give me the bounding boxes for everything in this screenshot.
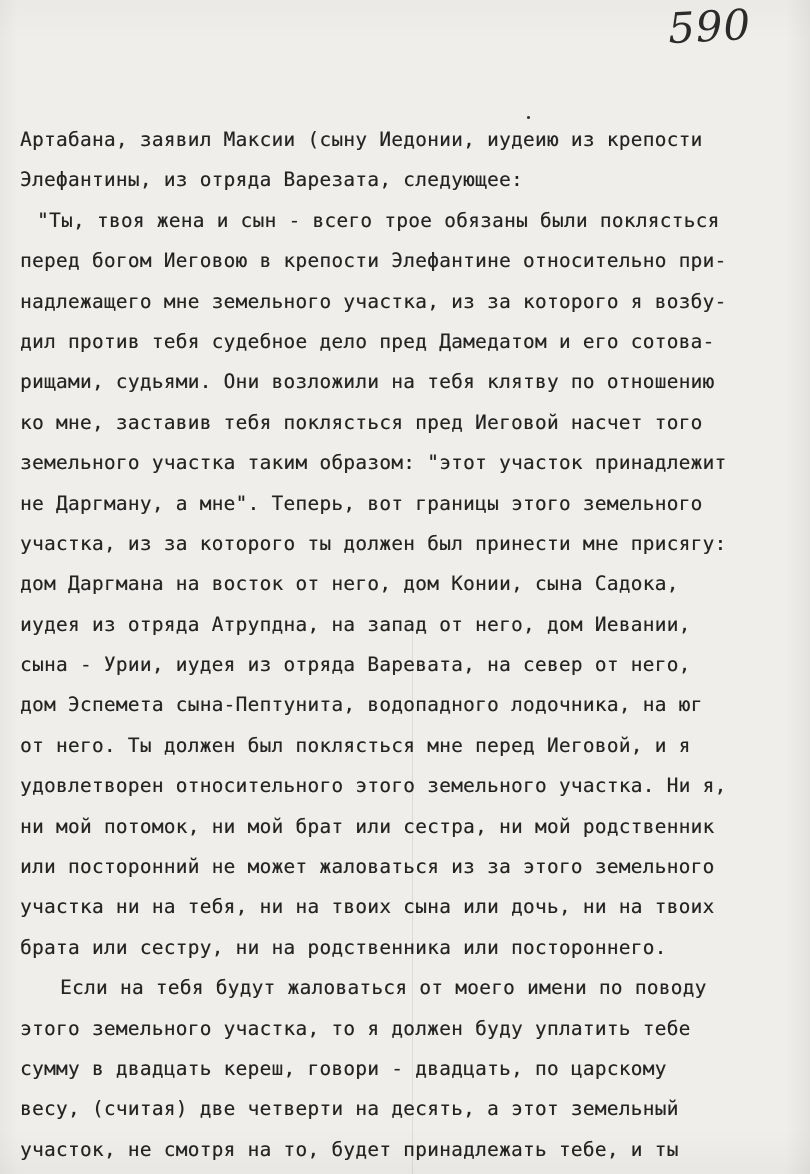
text-line: участок, не смотря на то, будет принадлежать тебе, и ты [20, 1137, 679, 1161]
text-line: сумму в двадцать кереш, говори - двадцать, по царскому [20, 1056, 667, 1080]
handwritten-page-number: 590 [666, 0, 753, 54]
text-line: этого земельного участка, то я должен буду уплатить тебе [20, 1016, 691, 1040]
text-line: земельного участка таким образом: "этот участок принадлежит [20, 451, 727, 475]
text-line: или посторонний не может жаловаться из за этого земельного [20, 855, 715, 879]
text-line: от него. Ты должен был поклясться мне перед Иеговой, и я [20, 733, 691, 757]
text-line: иудея из отряда Атрупдна, на запад от него, дом Иевании, [20, 612, 691, 636]
ink-dot [527, 116, 530, 119]
text-line: весу, (считая) две четверти на десять, а этот земельный [20, 1097, 679, 1121]
text-line: ни мой потомок, ни мой брат или сестра, ни мой родственник [20, 814, 715, 838]
text-line: участка ни на тебя, ни на твоих сына или дочь, ни на твоих [20, 895, 715, 919]
text-line: рищами, судьями. Они возложили на тебя клятву по отношению [20, 370, 715, 394]
text-line: Элефантины, из отряда Варезата, следующее: [20, 168, 523, 192]
text-line: перед богом Иеговою в крепости Элефантине относительно при- [20, 249, 727, 273]
text-line: "Ты, твоя жена и сын - всего трое обязаны были поклясться [37, 208, 720, 232]
text-line: брата или сестру, ни на родственника или постороннего. [20, 935, 667, 959]
text-line: не Даргману, а мне". Теперь, вот границы этого земельного [20, 491, 703, 515]
text-line: сына - Урии, иудея из отряда Варевата, на север от него, [20, 653, 691, 677]
text-line: дом Даргмана на восток от него, дом Конии, сына Садока, [20, 572, 679, 596]
typed-text-body [0, 124, 810, 1174]
text-line: Если на тебя будут жаловаться от моего имени по поводу [60, 976, 707, 1000]
text-line: ко мне, заставив тебя поклясться пред Иеговой насчет того [20, 410, 703, 434]
text-line: надлежащего мне земельного участка, из за которого я возбу- [20, 289, 727, 313]
text-line: Артабана, заявил Максии (сыну Иедонии, иудеию из крепости [20, 128, 703, 151]
text-line: дил против тебя судебное дело пред Дамедатом и его сотова- [20, 329, 715, 353]
text-line: дом Эспемета сына-Пептунита, водопадного лодочника, на юг [20, 693, 703, 717]
text-line: удовлетворен относительного этого земельного участка. Ни я, [20, 774, 727, 798]
text-line: участка, из за которого ты должен был принести мне присягу: [20, 531, 727, 555]
